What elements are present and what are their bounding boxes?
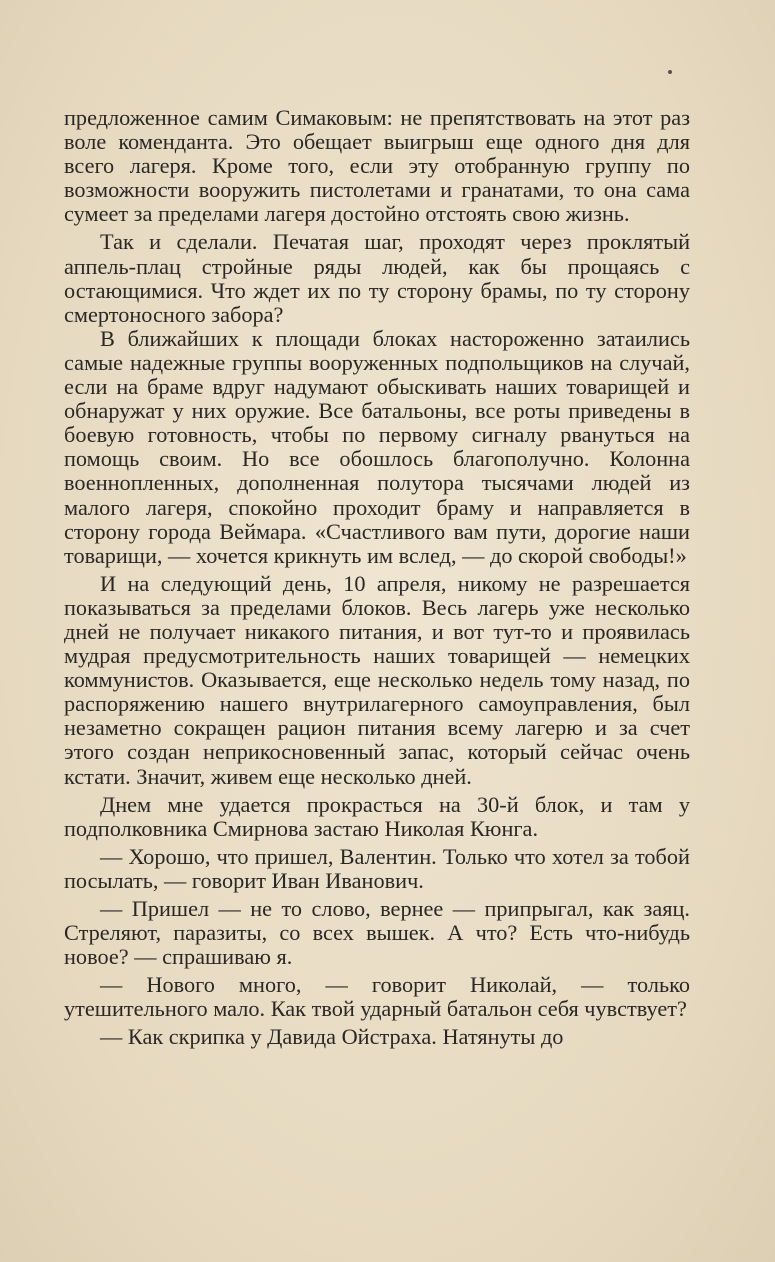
paragraph-1: предложенное самим Симаковым: не препятствовать на этот раз воле коменданта. Это обещает выигрыш еще одного дня для всего лагеря. Кроме того, если эту отобранную группу по возможности вооружить пистолетами и гранатами, то она сама сумеет за пределами лагеря достойно отстоять свою жизнь. — [64, 105, 690, 227]
paragraph-6: — Хорошо, что пришел, Валентин. Только что хотел за тобой посылать, — говорит Иван Иванович. — [64, 843, 690, 893]
paragraph-2: Так и сделали. Печатая шаг, проходят через проклятый аппель-плац стройные ряды людей, как бы прощаясь с остающимися. Что ждет их по ту сторону брамы, по ту сторону смертоносного забора? — [64, 229, 690, 327]
paragraph-9: — Как скрипка у Давида Ойстраха. Натянуты до — [100, 1024, 564, 1050]
paragraph-4: И на следующий день, 10 апреля, никому не разрешается показываться за пределами блоков. Весь лагерь уже несколько дней не получает никакого питания, и вот тут-то и проявилась мудрая предусмотрительность наших товарищей — немецких коммунистов. Оказывается, еще несколько недель тому назад, по распоряжению нашего внутрилагерного самоуправления, был незаметно сокращен рацион питания всему лагерю и за счет этого создан неприкосновенный запас, который сейчас очень кстати. Значит, живем еще несколько дней. — [64, 570, 690, 789]
body-text — [64, 106, 690, 1050]
paragraph-5: Днем мне удается прокрасться на 30-й блок, и там у подполковника Смирнова застаю Николая Кюнга. — [64, 791, 690, 841]
paragraph-3: В ближайших к площади блоках настороженно затаились самые надежные группы вооруженных подпольщиков на случай, если на браме вдруг надумают обыскивать наших товарищей и обнаружат у них оружие. Все батальоны, все роты приведены в боевую готовность, чтобы по первому сигналу рвануться на помощь своим. Но все обошлось благополучно. Колонна военнопленных, дополненная полутора тысячами людей из малого лагеря, спокойно проходит браму и направляется в сторону города Веймара. «Счастливого вам пути, дорогие наши товарищи, — хочется крикнуть им вслед, — до скорой свободы!» — [64, 325, 690, 568]
paragraph-7: — Пришел — не то слово, вернее — припрыгал, как заяц. Стреляют, паразиты, со всех вышек. А что? Есть что-нибудь новое? — спрашиваю я. — [64, 896, 690, 970]
paragraph-8: — Нового много, — говорит Николай, — только утешительного мало. Как твой ударный батальон себя чувствует? — [64, 972, 690, 1022]
page-speck — [668, 70, 672, 74]
